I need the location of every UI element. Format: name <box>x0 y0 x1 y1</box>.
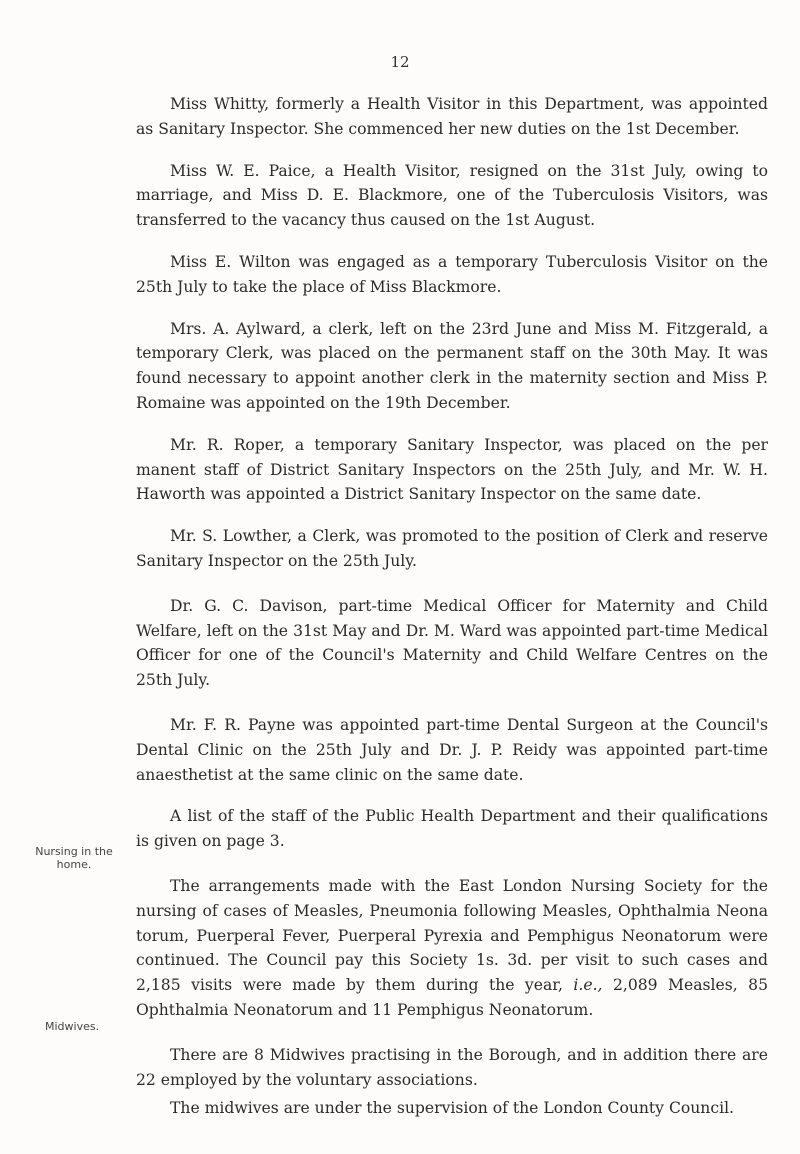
paragraph-roper: Mr. R. Roper, a temporary Sanitary Inspector, was placed on the per manent staff of District Sanitary Inspectors on the 25th July, and Mr. W. H. Haworth was appointed a District Sanitary Inspector on the same date. <box>136 435 768 504</box>
paragraph-payne: Mr. F. R. Payne was appointed part-time Dental Surgeon at the Council's Dental Clinic on the 25th July and Dr. J. P. Reidy was appointed part-time anaesthetist at the same clinic on the same date. <box>136 715 768 784</box>
document-body <box>136 92 768 1121</box>
paragraph-wilton: Miss E. Wilton was engaged as a temporary Tuberculosis Visitor on the 25th July to take the place of Miss Blackmore. <box>136 252 768 296</box>
paragraph-midwives-supervision: The midwives are under the supervision of the London County Council. <box>170 1099 735 1118</box>
paragraph-paice: Miss W. E. Paice, a Health Visitor, resigned on the 31st July, owing to marriage, and Miss D. E. Blackmore, one of the Tuberculosis Visitors, was transferred to the vacancy thus caused on the 1st August. <box>136 161 768 230</box>
nursing-text-ie: i.e., <box>573 976 603 995</box>
paragraph-nursing <box>136 874 768 1023</box>
nursing-text-after: 2,089 Measles, 85 Ophthalmia Neonatorum and 11 Pemphigus Neonatorum. <box>136 976 768 1019</box>
paragraph-staff-list: A list of the staff of the Public Health Department and their qualifications is given on page 3. <box>136 807 768 851</box>
margin-note-midwives: Midwives. <box>45 1020 100 1033</box>
page-number: 12 <box>390 53 410 71</box>
paragraph-aylward: Mrs. A. Aylward, a clerk, left on the 23rd June and Miss M. Fitzgerald, a temporary Clerk, was placed on the permanent staff on the 30th May. It was found necessary to appoint another clerk in the maternity section and Miss P. Romaine was appointed on the 19th December. <box>136 319 768 412</box>
margin-note-nursing: Nursing in the home. <box>35 845 113 871</box>
paragraph-midwives: There are 8 Midwives practising in the Borough, and in addition there are 22 employed by the voluntary associations. <box>136 1045 768 1089</box>
paragraph-whitty: Miss Whitty, formerly a Health Visitor in this Department, was appointed as Sanitary Inspector. She commenced her new duties on the 1st December. <box>136 95 768 138</box>
nursing-text-before: The arrangements made with the East London Nursing Society for the nursing of cases of Measles, Pneumonia following Measles, Ophthalmia Neona torum, Puerperal Fever, Puerperal Pyrexia and Pemphigus Neonatorum were continued. The Council pay this Society 1s. 3d. per visit to such cases and 2,185 visits were made by them during the year, <box>136 876 768 995</box>
paragraph-davison: Dr. G. C. Davison, part-time Medical Officer for Maternity and Child Welfare, left on the 31st May and Dr. M. Ward was appointed part-time Medical Officer for one of the Council's Maternity and Child Welfare Centres on the 25th July. <box>136 596 768 690</box>
paragraph-lowther: Mr. S. Lowther, a Clerk, was promoted to the position of Clerk and reserve Sanitary Inspector on the 25th July. <box>136 527 768 570</box>
